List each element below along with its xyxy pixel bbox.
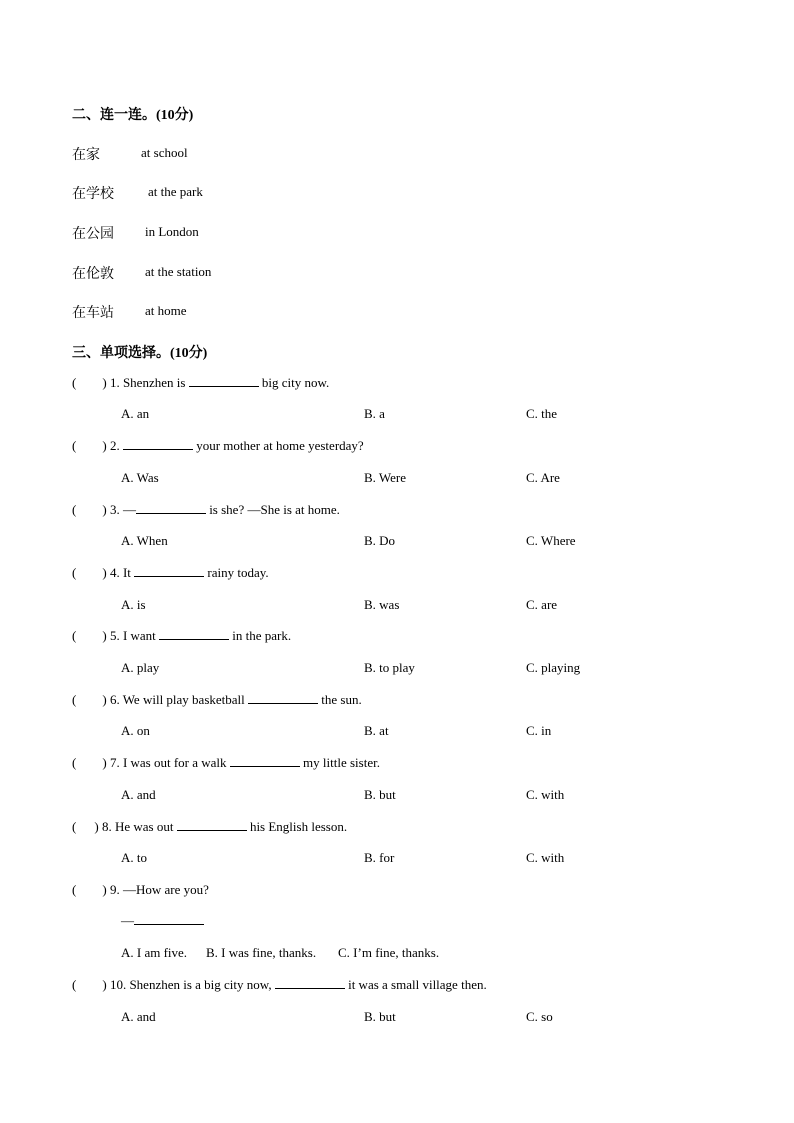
match-cn-3: 在公园 <box>72 227 114 242</box>
question-5-rest: in the park. <box>232 628 292 643</box>
q2-option-c[interactable]: C. Are <box>526 470 560 485</box>
question-4-stem: 4. It <box>109 565 131 580</box>
answer-paren-close: ) <box>102 882 107 897</box>
q4-option-a[interactable]: A. is <box>121 597 146 612</box>
q10-option-b[interactable]: B. but <box>364 1009 396 1024</box>
q4-option-b[interactable]: B. was <box>364 597 400 612</box>
match-cn-4: 在伦敦 <box>72 267 114 282</box>
q6-option-b[interactable]: B. at <box>364 723 389 738</box>
question-3 <box>72 502 340 518</box>
question-3-rest: is she? —She is at home. <box>209 502 340 517</box>
question-8-rest: his English lesson. <box>249 819 348 834</box>
answer-paren-open: ( <box>72 819 77 834</box>
answer-blank[interactable] <box>134 566 204 577</box>
answer-paren-open: ( <box>72 882 77 897</box>
answer-paren-close: ) <box>102 375 107 390</box>
q3-option-b[interactable]: B. Do <box>364 533 396 548</box>
question-7-rest: my little sister. <box>303 755 380 770</box>
question-10-rest: it was a small village then. <box>348 977 487 992</box>
q9-option-c[interactable]: C. I’m fine, thanks. <box>338 945 440 960</box>
q8-option-b[interactable]: B. for <box>364 850 395 865</box>
q10-option-c[interactable]: C. so <box>526 1009 553 1024</box>
question-1-stem: 1. Shenzhen is <box>109 375 186 390</box>
answer-blank[interactable] <box>177 820 247 831</box>
question-2-stem: 2. <box>109 438 120 453</box>
answer-paren-open: ( <box>72 375 77 390</box>
q1-option-b[interactable]: B. a <box>364 406 385 421</box>
answer-blank[interactable] <box>123 439 193 450</box>
q3-option-c[interactable]: C. Where <box>526 533 576 548</box>
answer-paren-close: ) <box>102 502 107 517</box>
match-en-2: at the park <box>148 184 203 199</box>
answer-blank[interactable] <box>136 503 206 514</box>
question-1 <box>72 375 329 391</box>
match-cn-1: 在家 <box>72 148 100 163</box>
q1-option-a[interactable]: A. an <box>121 406 150 421</box>
question-3-stem: 3. — <box>109 502 136 517</box>
question-8 <box>72 819 347 835</box>
question-9-response <box>121 913 204 929</box>
q5-option-c[interactable]: C. playing <box>526 660 581 675</box>
q7-option-a[interactable]: A. and <box>121 787 156 802</box>
answer-blank[interactable] <box>275 978 345 989</box>
question-6 <box>72 692 362 708</box>
match-en-4: at the station <box>145 264 212 279</box>
answer-paren-open: ( <box>72 438 77 453</box>
match-en-1: at school <box>141 145 188 160</box>
question-7-stem: 7. I was out for a walk <box>109 755 227 770</box>
q10-option-a[interactable]: A. and <box>121 1009 156 1024</box>
q9-option-b[interactable]: B. I was fine, thanks. <box>206 945 317 960</box>
answer-paren-close: ) <box>102 977 107 992</box>
answer-blank[interactable] <box>134 914 204 925</box>
q6-option-c[interactable]: C. in <box>526 723 552 738</box>
q8-option-a[interactable]: A. to <box>121 850 147 865</box>
section-2-title: 二、连一连。(10分) <box>72 108 194 123</box>
q8-option-c[interactable]: C. with <box>526 850 565 865</box>
question-8-stem: 8. He was out <box>101 819 174 834</box>
question-10-stem: 10. Shenzhen is a big city now, <box>109 977 272 992</box>
answer-blank[interactable] <box>189 376 259 387</box>
q3-option-a[interactable]: A. When <box>121 533 168 548</box>
match-cn-2: 在学校 <box>72 187 114 202</box>
q9-option-a[interactable]: A. I am five. <box>121 945 188 960</box>
answer-paren-close: ) <box>102 565 107 580</box>
q5-option-b[interactable]: B. to play <box>364 660 415 675</box>
answer-paren-close: ) <box>102 438 107 453</box>
q7-option-b[interactable]: B. but <box>364 787 396 802</box>
q5-option-a[interactable]: A. play <box>121 660 160 675</box>
question-5 <box>72 628 291 644</box>
answer-paren-open: ( <box>72 692 77 707</box>
question-4 <box>72 565 269 581</box>
match-en-5: at home <box>145 303 187 318</box>
answer-blank[interactable] <box>230 756 300 767</box>
answer-paren-close: ) <box>102 692 107 707</box>
question-9-stem: 9. —How are you? <box>109 882 209 897</box>
answer-paren-close: ) <box>94 819 99 834</box>
answer-paren-open: ( <box>72 628 77 643</box>
q2-option-b[interactable]: B. Were <box>364 470 407 485</box>
question-1-rest: big city now. <box>261 375 330 390</box>
question-5-stem: 5. I want <box>109 628 156 643</box>
answer-paren-open: ( <box>72 977 77 992</box>
question-9 <box>72 882 209 898</box>
answer-paren-open: ( <box>72 755 77 770</box>
match-cn-5: 在车站 <box>72 306 114 321</box>
question-4-rest: rainy today. <box>207 565 269 580</box>
question-2 <box>72 438 364 454</box>
q7-option-c[interactable]: C. with <box>526 787 565 802</box>
section-3-title: 三、单项选择。(10分) <box>72 346 208 361</box>
answer-paren-open: ( <box>72 502 77 517</box>
q1-option-c[interactable]: C. the <box>526 406 558 421</box>
q2-option-a[interactable]: A. Was <box>121 470 159 485</box>
match-en-3: in London <box>145 224 199 239</box>
answer-paren-close: ) <box>102 755 107 770</box>
question-2-rest: your mother at home yesterday? <box>196 438 364 453</box>
q4-option-c[interactable]: C. are <box>526 597 558 612</box>
answer-paren-close: ) <box>102 628 107 643</box>
answer-blank[interactable] <box>248 693 318 704</box>
question-6-stem: 6. We will play basketball <box>109 692 245 707</box>
question-7 <box>72 755 380 771</box>
question-6-rest: the sun. <box>321 692 362 707</box>
answer-paren-open: ( <box>72 565 77 580</box>
q6-option-a[interactable]: A. on <box>121 723 150 738</box>
answer-blank[interactable] <box>159 629 229 640</box>
question-10 <box>72 977 487 993</box>
dash: — <box>121 913 134 928</box>
